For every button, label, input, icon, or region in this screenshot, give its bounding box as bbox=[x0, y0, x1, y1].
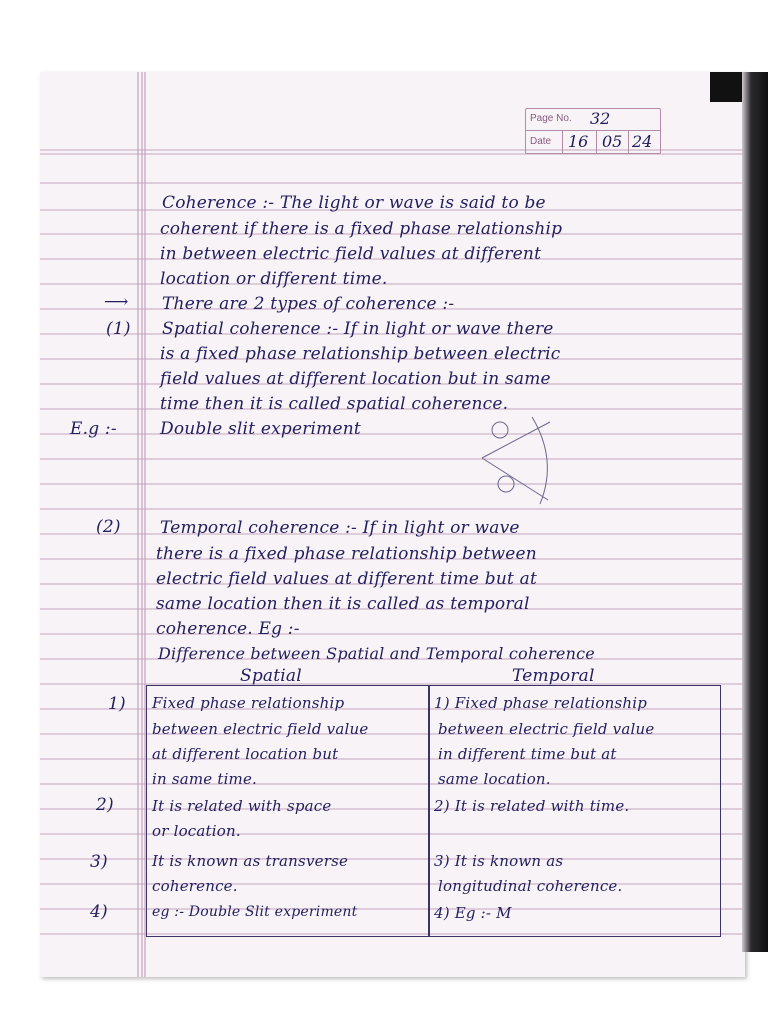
table-column-divider bbox=[428, 685, 430, 937]
types-line: There are 2 types of coherence :- bbox=[162, 294, 455, 314]
slit-circle bbox=[498, 476, 514, 492]
row-number: 4) bbox=[90, 902, 108, 922]
temporal-cell-line: 3) It is known as bbox=[434, 852, 564, 870]
temporal-cell-line: in different time but at bbox=[438, 745, 617, 763]
date-row bbox=[526, 131, 660, 153]
spatial-line: is a fixed phase relationship between electric bbox=[160, 344, 561, 364]
date-day: 16 bbox=[568, 132, 589, 151]
row-number: 2) bbox=[96, 795, 114, 815]
date-label: Date bbox=[530, 136, 552, 147]
slit-circle bbox=[492, 422, 508, 438]
intro-line: coherent if there is a fixed phase relationship bbox=[160, 219, 563, 239]
temporal-cell-line: 2) It is related with time. bbox=[434, 797, 630, 815]
temporal-line: electric field values at different time but at bbox=[156, 569, 538, 589]
temporal-cell-line: between electric field value bbox=[438, 720, 655, 738]
spatial-cell-line: or location. bbox=[152, 822, 241, 840]
temporal-cell-line: longitudinal coherence. bbox=[438, 877, 623, 895]
date-divider bbox=[562, 131, 563, 153]
intro-line: location or different time. bbox=[160, 269, 388, 289]
spatial-cell-line: coherence. bbox=[152, 877, 238, 895]
ray-line bbox=[482, 458, 548, 500]
row-number: 3) bbox=[90, 852, 108, 872]
row-number: 1) bbox=[108, 694, 126, 714]
spatial-cell-line: at different location but bbox=[152, 745, 339, 763]
date-year: 24 bbox=[632, 132, 653, 151]
spatial-line: time then it is called spatial coherence. bbox=[160, 394, 509, 414]
col-header-temporal: Temporal bbox=[512, 666, 595, 686]
spatial-number: (1) bbox=[106, 319, 131, 339]
page-no-row bbox=[526, 109, 660, 131]
page-date-stamp bbox=[525, 108, 661, 154]
temporal-line: coherence. Eg :- bbox=[156, 619, 300, 639]
spatial-cell-line: between electric field value bbox=[152, 720, 369, 738]
spatial-cell-line: It is known as transverse bbox=[152, 852, 349, 870]
date-month: 05 bbox=[602, 132, 623, 151]
page-number: 32 bbox=[590, 109, 611, 128]
temporal-line: there is a fixed phase relationship between bbox=[156, 544, 537, 564]
spatial-line: field values at different location but in same bbox=[160, 369, 551, 389]
temporal-cell-line: 1) Fixed phase relationship bbox=[434, 694, 648, 712]
temporal-cell-line: same location. bbox=[438, 770, 551, 788]
col-header-spatial: Spatial bbox=[240, 666, 302, 686]
spatial-cell-line: It is related with space bbox=[152, 797, 332, 815]
example-text: Double slit experiment bbox=[160, 419, 361, 439]
spatial-cell-line: Fixed phase relationship bbox=[152, 694, 345, 712]
spatial-cell-line: eg :- Double Slit experiment bbox=[152, 904, 358, 920]
spatial-cell-line: in same time. bbox=[152, 770, 258, 788]
page-no-label: Page No. bbox=[530, 113, 572, 124]
difference-heading: Difference between Spatial and Temporal coherence bbox=[158, 644, 595, 663]
notebook-cover-edge bbox=[742, 72, 768, 952]
date-divider bbox=[596, 131, 597, 153]
temporal-line: Temporal coherence :- If in light or wave bbox=[160, 518, 520, 538]
double-slit-sketch bbox=[470, 412, 560, 507]
temporal-number: (2) bbox=[96, 517, 121, 537]
temporal-cell-line: 4) Eg :- M bbox=[434, 904, 512, 922]
temporal-line: same location then it is called as temporal bbox=[156, 594, 530, 614]
intro-line: Coherence :- The light or wave is said to be bbox=[162, 193, 546, 213]
intro-line: in between electric field values at different bbox=[160, 244, 542, 264]
date-divider bbox=[628, 131, 629, 153]
arrow-mark: ⟶ bbox=[104, 292, 129, 312]
spatial-line: Spatial coherence :- If in light or wave there bbox=[162, 319, 554, 339]
example-label: E.g :- bbox=[70, 419, 117, 439]
